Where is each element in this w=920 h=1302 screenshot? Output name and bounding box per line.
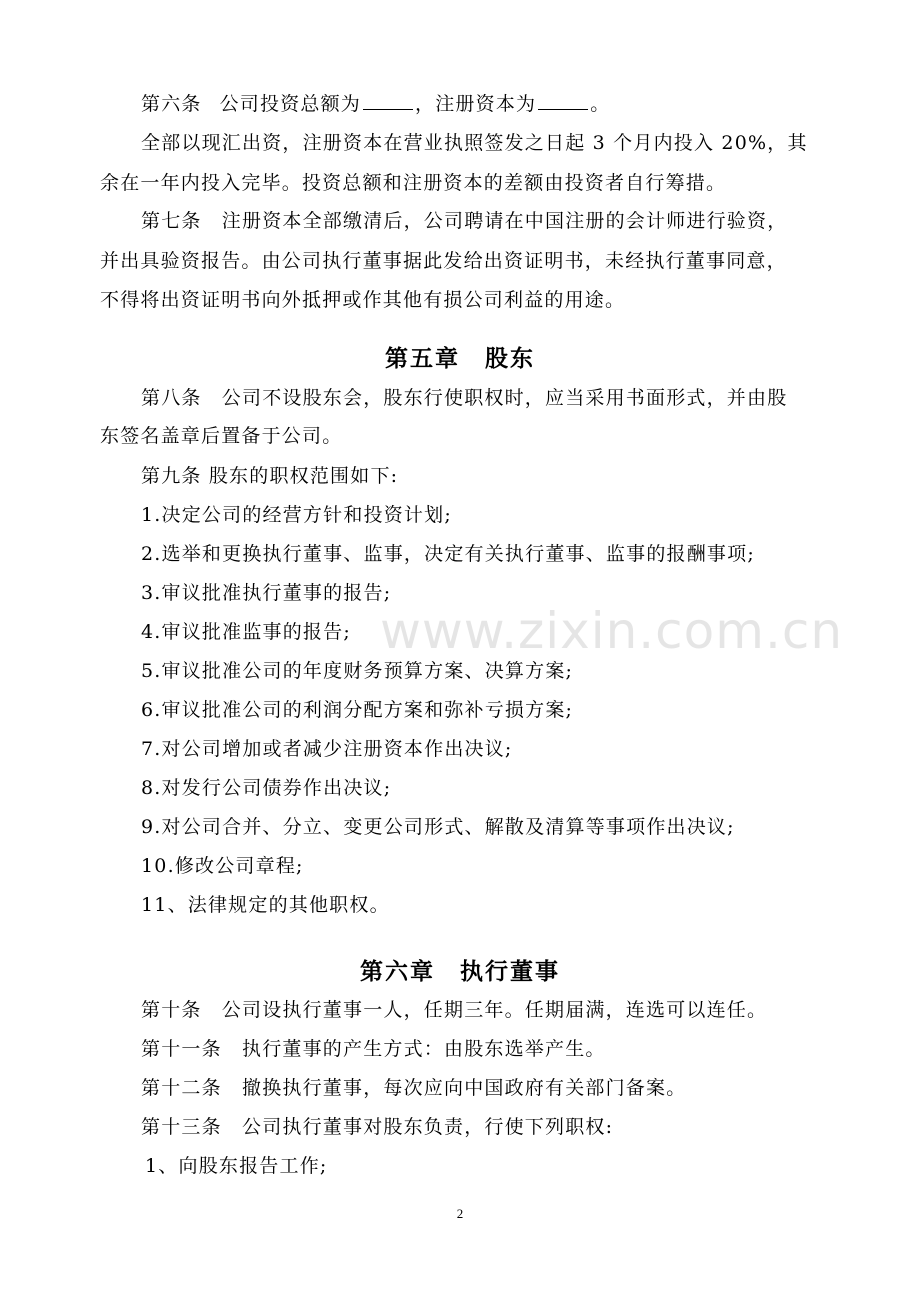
article-6-label: 第六条 (141, 93, 202, 115)
list-item: 5.审议批准公司的年度财务预算方案、决算方案; (141, 660, 574, 682)
article-6-text-b: ，注册资本为 (415, 93, 537, 115)
article-6-text-a: 公司投资总额为 (219, 93, 362, 115)
article-9-intro: 第九条 股东的职权范围如下: (141, 465, 399, 487)
article-11: 第十一条 执行董事的产生方式：由股东选举产生。 (141, 1038, 606, 1060)
list-item: 9.对公司合并、分立、变更公司形式、解散及清算等事项作出决议; (141, 816, 735, 838)
article-7-line-2: 并出具验资报告。由公司执行董事据此发给出资证明书，未经执行董事同意， (100, 250, 787, 272)
article-8-line-2: 东签名盖章后置备于公司。 (100, 425, 343, 447)
capital-para-line-2: 余在一年内投入完毕。投资总额和注册资本的差额由投资者自行筹措。 (100, 172, 727, 194)
article-7-line-3: 不得将出资证明书向外抵押或作其他有损公司利益的用途。 (100, 289, 626, 311)
list-item: 2.选举和更换执行董事、监事，决定有关执行董事、监事的报酬事项; (141, 543, 755, 565)
article-10: 第十条 公司设执行董事一人，任期三年。任期届满，连选可以连任。 (141, 999, 768, 1021)
article-7-line-1: 第七条 注册资本全部缴清后，公司聘请在中国注册的会计师进行验资， (141, 210, 788, 232)
total-investment-blank (363, 91, 413, 110)
chapter-5-title: 第五章 股东 (385, 345, 535, 372)
article-8-line-1: 第八条 公司不设股东会，股东行使职权时，应当采用书面形式，并由股 (141, 387, 788, 409)
list-item: 1.决定公司的经营方针和投资计划; (141, 504, 452, 526)
article-13-intro: 第十三条 公司执行董事对股东负责，行使下列职权: (141, 1116, 614, 1138)
list-item: 3.审议批准执行董事的报告; (141, 582, 392, 604)
article-6-line (141, 89, 871, 119)
registered-capital-blank (538, 91, 588, 110)
watermark: www.zixin.com.cn (380, 602, 844, 660)
chapter-6-title: 第六章 执行董事 (360, 958, 560, 985)
list-item: 10.修改公司章程; (141, 855, 304, 877)
article-6-text-c: 。 (590, 93, 611, 115)
list-item: 8.对发行公司债券作出决议; (141, 777, 392, 799)
article-13-item-1: 1、向股东报告工作; (145, 1155, 328, 1177)
article-12: 第十二条 撤换执行董事，每次应向中国政府有关部门备案。 (141, 1077, 687, 1099)
list-item: 7.对公司增加或者减少注册资本作出决议; (141, 738, 513, 760)
list-item: 6.审议批准公司的利润分配方案和弥补亏损方案; (141, 699, 574, 721)
capital-para-line-1: 全部以现汇出资，注册资本在营业执照签发之日起 3 个月内投入 20%，其 (141, 132, 808, 154)
page-number: 2 (456, 1206, 464, 1221)
list-item: 11、法律规定的其他职权。 (141, 894, 390, 916)
list-item: 4.审议批准监事的报告; (141, 621, 351, 643)
